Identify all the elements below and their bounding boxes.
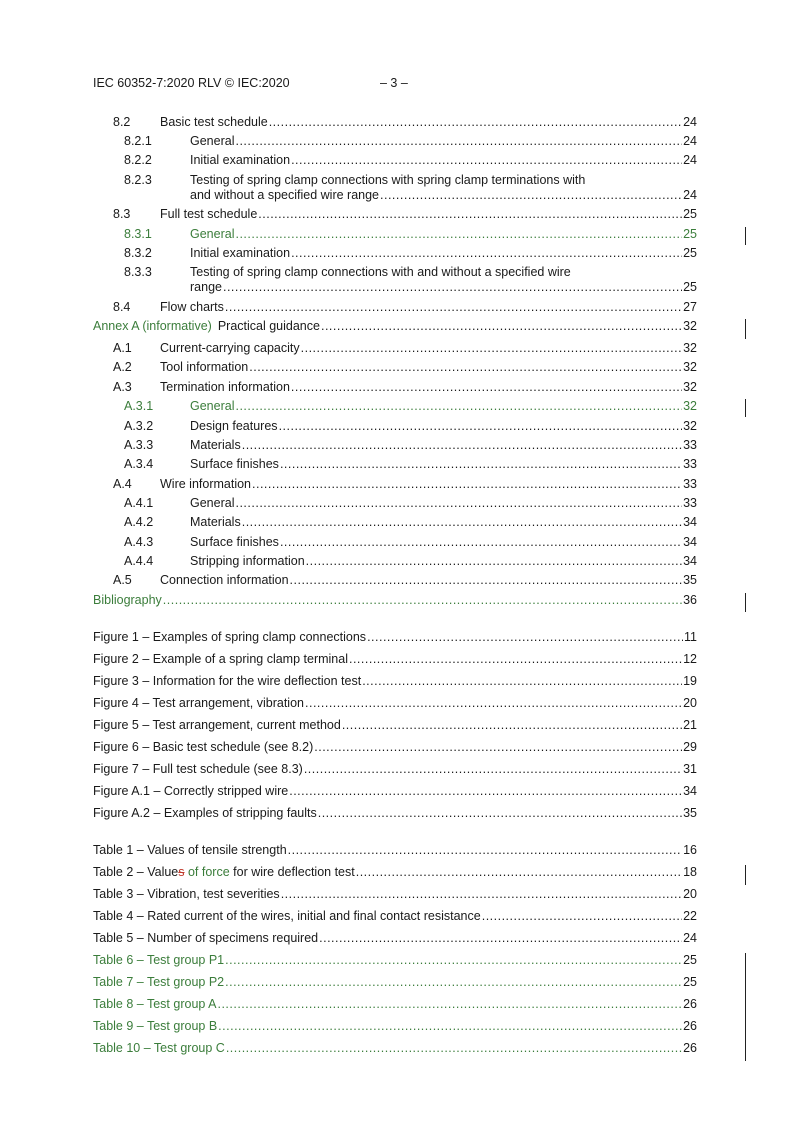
toc-entry-a-3-1[interactable]: A.3.1 General ..... 32 xyxy=(124,399,697,414)
toc-entry-a-1[interactable]: A.1 Current-carrying capacity ..... 32 xyxy=(113,341,697,356)
figure-entry[interactable]: Figure 1 – Examples of spring clamp connections ..... 11 xyxy=(93,630,697,645)
toc-entry-a-4-3[interactable]: A.4.3 Surface finishes ..... 34 xyxy=(124,535,697,550)
table-entry[interactable]: Table 5 – Number of specimens required ..... 24 xyxy=(93,931,697,946)
toc-entry-8-3-3-line1: 8.3.3 Testing of spring clamp connections with and without a specified wire xyxy=(124,265,571,279)
deleted-text: s xyxy=(178,865,185,879)
toc-entry-8-3-2[interactable]: 8.3.2 Initial examination ..... 25 xyxy=(124,246,697,261)
page-header xyxy=(93,76,408,90)
toc-entry-a-3-4[interactable]: A.3.4 Surface finishes ..... 33 xyxy=(124,457,697,472)
toc-entry-a-4-4[interactable]: A.4.4 Stripping information ..... 34 xyxy=(124,554,697,569)
figure-entry[interactable]: Figure 7 – Full test schedule (see 8.3) ..... 31 xyxy=(93,762,697,777)
figure-entry[interactable]: Figure 3 – Information for the wire deflection test ..... 19 xyxy=(93,674,697,689)
toc-entry-8-2-3-line1: 8.2.3 Testing of spring clamp connections with spring clamp terminations with xyxy=(124,173,586,187)
toc-entry-bibliography[interactable]: Bibliography ..... 36 xyxy=(93,593,697,608)
change-bar xyxy=(745,227,746,245)
table-entry[interactable]: Table 6 – Test group P1 ..... 25 xyxy=(93,953,697,968)
page-number: – 3 – xyxy=(380,76,408,90)
toc-entry-8-3-1[interactable]: 8.3.1 General ..... 25 xyxy=(124,227,697,242)
table-entry[interactable]: Table 4 – Rated current of the wires, initial and final contact resistance ..... 22 xyxy=(93,909,697,924)
toc-entry-a-2[interactable]: A.2 Tool information ..... 32 xyxy=(113,360,697,375)
toc-entry-a-4-1[interactable]: A.4.1 General ..... 33 xyxy=(124,496,697,511)
change-bar xyxy=(745,319,746,339)
table-entry[interactable]: Table 1 – Values of tensile strength ..... 16 xyxy=(93,843,697,858)
toc-entry-8-2-3[interactable]: and without a specified wire range ..... 24 xyxy=(190,188,697,203)
toc-entry-8-3-3[interactable]: range ..... 25 xyxy=(190,280,697,295)
toc-entry-8-2[interactable]: 8.2 Basic test schedule ..... 24 xyxy=(113,115,697,130)
toc-entry-a-5[interactable]: A.5 Connection information ..... 35 xyxy=(113,573,697,588)
toc-entry-a-3[interactable]: A.3 Termination information ..... 32 xyxy=(113,380,697,395)
table-entry[interactable]: Table 2 – Values of force for wire deflection test ..... 18 xyxy=(93,865,697,880)
toc-entry-a-4-2[interactable]: A.4.2 Materials ..... 34 xyxy=(124,515,697,530)
toc-entry-a-4[interactable]: A.4 Wire information ..... 33 xyxy=(113,477,697,492)
table-entry[interactable]: Table 8 – Test group A ..... 26 xyxy=(93,997,697,1012)
table-entry[interactable]: Table 7 – Test group P2 ..... 25 xyxy=(93,975,697,990)
change-bar xyxy=(745,593,746,612)
figure-entry[interactable]: Figure 5 – Test arrangement, current method ..... 21 xyxy=(93,718,697,733)
change-bar xyxy=(745,865,746,885)
toc-entry-annex-a[interactable]: Annex A (informative) Practical guidance ..... 32 xyxy=(93,319,697,334)
toc-entry-8-2-2[interactable]: 8.2.2 Initial examination ..... 24 xyxy=(124,153,697,168)
table-entry[interactable]: Table 3 – Vibration, test severities ..... 20 xyxy=(93,887,697,902)
change-bar xyxy=(745,953,746,1061)
figure-entry[interactable]: Figure 6 – Basic test schedule (see 8.2) ..... 29 xyxy=(93,740,697,755)
table-entry[interactable]: Table 10 – Test group C ..... 26 xyxy=(93,1041,697,1056)
figure-entry[interactable]: Figure 2 – Example of a spring clamp terminal ..... 12 xyxy=(93,652,697,667)
table-entry[interactable]: Table 9 – Test group B ..... 26 xyxy=(93,1019,697,1034)
figure-entry[interactable]: Figure A.1 – Correctly stripped wire ..... 34 xyxy=(93,784,697,799)
figure-entry[interactable]: Figure A.2 – Examples of stripping faults ..... 35 xyxy=(93,806,697,821)
toc-entry-8-4[interactable]: 8.4 Flow charts ..... 27 xyxy=(113,300,697,315)
inserted-text: of force xyxy=(184,865,230,879)
change-bar xyxy=(745,399,746,417)
toc-entry-8-2-1[interactable]: 8.2.1 General ..... 24 xyxy=(124,134,697,149)
document-id: IEC 60352-7:2020 RLV © IEC:2020 xyxy=(93,76,290,90)
toc-entry-a-3-2[interactable]: A.3.2 Design features ..... 32 xyxy=(124,419,697,434)
toc-entry-a-3-3[interactable]: A.3.3 Materials ..... 33 xyxy=(124,438,697,453)
toc-entry-8-3[interactable]: 8.3 Full test schedule ..... 25 xyxy=(113,207,697,222)
figure-entry[interactable]: Figure 4 – Test arrangement, vibration ..... 20 xyxy=(93,696,697,711)
